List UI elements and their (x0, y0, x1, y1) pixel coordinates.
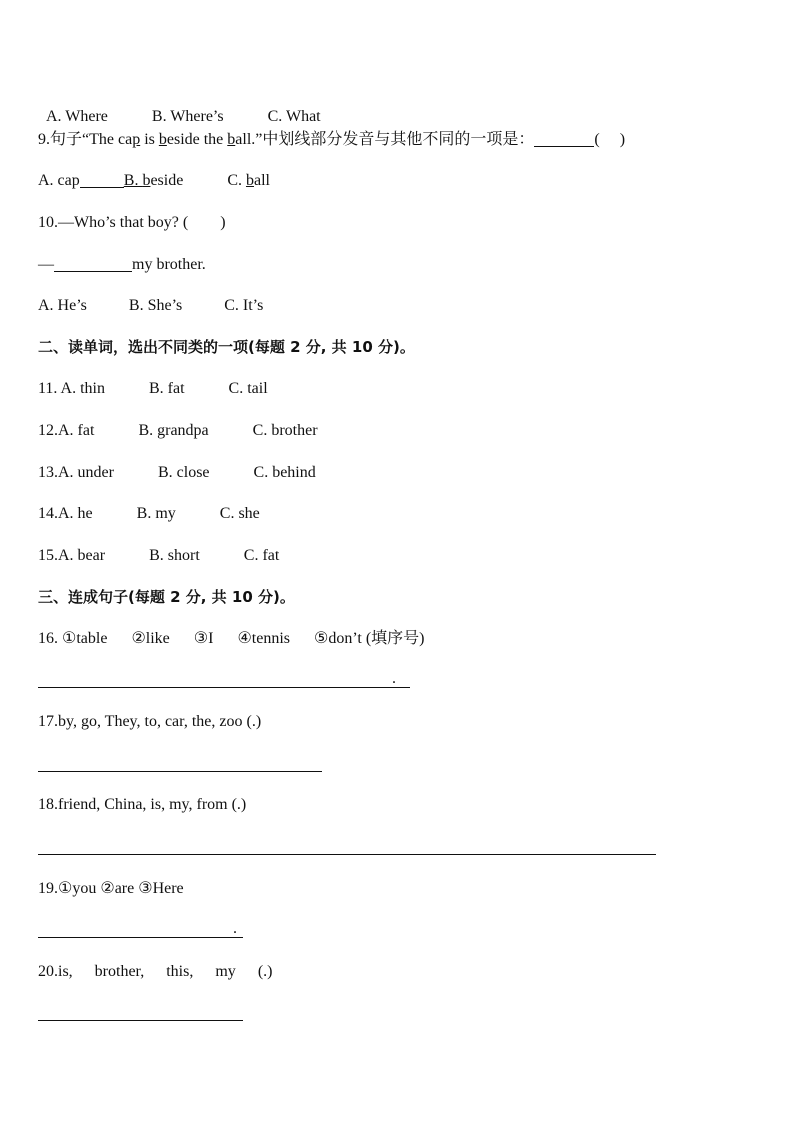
q9-option-b-pre: B. (123, 172, 143, 189)
q9-underlined-b1: b (158, 131, 167, 148)
q9-option-c-rest: all (253, 172, 270, 189)
q13-number: 13. (38, 464, 58, 481)
q12-row (38, 421, 318, 441)
q16-word-3: ③I (193, 630, 214, 647)
q17-row: 17.by, go, They, to, car, the, zoo (.) (38, 713, 262, 730)
q9-space: is (140, 131, 159, 148)
q10-rest: my brother. (132, 256, 206, 273)
q17-answer-line[interactable] (38, 771, 322, 772)
q20-word-1: is, (58, 963, 73, 980)
q18-answer-line[interactable] (38, 854, 656, 855)
q9-question (38, 130, 625, 150)
q9-option-b-u: b (142, 172, 151, 189)
q19-row: 19.①you ②are ③Here (38, 880, 184, 897)
q8-option-a: A. Where (46, 108, 108, 125)
q11-number: 11. (38, 380, 61, 397)
q20-word-4: my (215, 963, 236, 980)
q14-number: 14. (38, 505, 58, 522)
q20-word-5: (.) (257, 963, 273, 980)
q15-row (38, 546, 279, 566)
q18-row: 18.friend, China, is, my, from (.) (38, 796, 247, 813)
q20-word-2: brother, (94, 963, 145, 980)
q9-option-c-pre: C. (227, 172, 246, 189)
q15-option-b: B. short (149, 547, 200, 564)
q15-option-a: A. bear (58, 547, 106, 564)
q20-answer-line[interactable] (38, 1020, 243, 1021)
q12-option-c: C. brother (252, 422, 318, 439)
q15-number: 15. (38, 547, 58, 564)
q11-row (38, 379, 268, 399)
q19-period: . (233, 920, 237, 937)
q20-number: 20. (38, 963, 58, 980)
q16-row (38, 629, 425, 649)
section2-heading: 二、读单词，选出不同类的一项(每题 2 分, 共 10 分)。 (38, 338, 415, 356)
section3-heading: 三、连成句子(每题 2 分, 共 10 分)。 (38, 588, 295, 606)
q11-option-b: B. fat (148, 380, 185, 397)
q13-option-b: B. close (157, 464, 210, 481)
q9-option-c-u: b (245, 172, 254, 189)
q14-row (38, 504, 260, 524)
q9-option-b-rest: eside (150, 172, 184, 189)
q11-option-c: C. tail (228, 380, 268, 397)
q16-word-2: ②like (131, 630, 170, 647)
q12-number: 12. (38, 422, 58, 439)
q10-option-a: A. He’s (38, 297, 87, 314)
q10-options (38, 296, 263, 316)
q9-paren: ( ) (594, 131, 626, 148)
q14-option-c: C. she (219, 505, 260, 522)
q10-dash: — (38, 256, 54, 273)
q9-answer-blank[interactable] (534, 130, 594, 147)
q13-option-a: A. under (58, 464, 114, 481)
q16-word-4: ④tennis (237, 630, 291, 647)
q14-option-b: B. my (136, 505, 176, 522)
q16-period: . (392, 670, 396, 687)
q10-answer-line (38, 255, 206, 275)
q12-option-a: A. fat (58, 422, 95, 439)
q12-option-b: B. grandpa (138, 422, 209, 439)
q16-number: 16. (38, 630, 62, 647)
q10-question: 10.—Who’s that boy? ( ) (38, 214, 226, 231)
q16-answer-line[interactable] (38, 687, 410, 688)
q15-option-c: C. fat (243, 547, 280, 564)
q9-prefix: 9.句子“The (38, 131, 118, 148)
q9-word-ball: all. (235, 131, 256, 148)
q11-option-a: A. thin (60, 380, 105, 397)
q14-option-a: A. he (58, 505, 93, 522)
q9-suffix: ”中划线部分发音与其他不同的一项是： (255, 131, 535, 148)
q19-answer-line[interactable] (38, 937, 243, 938)
q16-word-5: ⑤don’t (填序号) (314, 630, 425, 647)
q10-option-c: C. It’s (224, 297, 264, 314)
q16-word-1: ①table (62, 630, 108, 647)
q13-option-c: C. behind (253, 464, 316, 481)
q8-option-c: C. What (267, 108, 321, 125)
q9-options (38, 171, 270, 191)
q10-option-b: B. She’s (128, 297, 183, 314)
q20-word-3: this, (166, 963, 194, 980)
q9-underlined-p: p (132, 131, 141, 148)
q10-answer-blank[interactable] (54, 255, 132, 272)
q8-option-b: B. Where’s (151, 108, 224, 125)
q13-row (38, 463, 316, 483)
q8-options (38, 87, 321, 127)
q9-word-beside: eside the (166, 131, 228, 148)
q9-option-gap (80, 171, 124, 188)
q9-option-a: A. cap (38, 172, 80, 189)
q9-word-cap: ca (117, 131, 133, 148)
q20-row (38, 962, 272, 982)
q9-underlined-b2: b (227, 131, 236, 148)
